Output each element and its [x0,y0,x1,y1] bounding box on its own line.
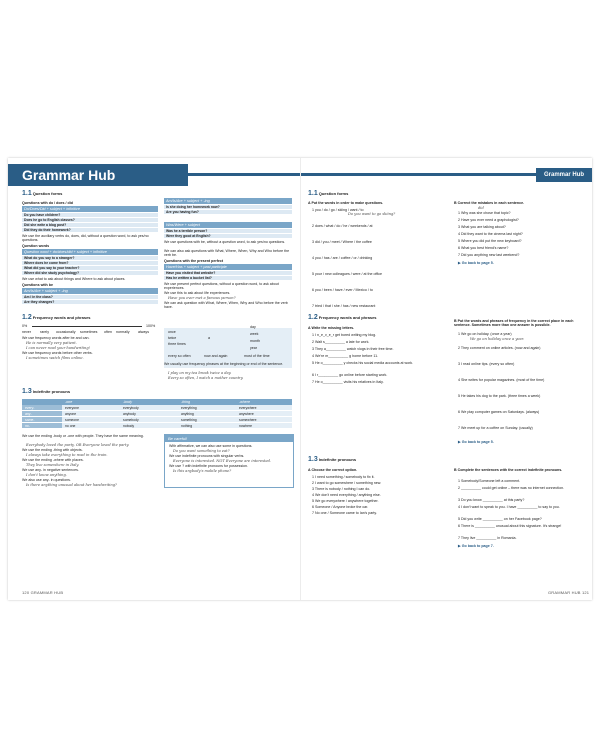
section-number: 1.2 [308,314,318,321]
frequency-word: occasionally [56,330,76,334]
section-number: 1.3 [308,456,318,463]
grammar-note: We use present perfect questions, without a question word, to ask about experiences. [164,282,279,291]
exercise-item: 7 We meet up for a coffee on Sunday. (usually) [458,426,533,430]
exercise-item: 3 I read online tips. (every so often) [458,362,515,366]
grammar-table-row: What do you say to a stranger? [22,256,158,260]
exercise-item: 1 Somebody/Someone left a comment. [458,479,521,483]
exercise-item: 1 I need something / somebody to fix it. [312,475,375,479]
grammar-table-row: Has he written a bucket list? [164,276,292,280]
careful-note: We use ? with indefinite pronouns for possession. [169,464,249,468]
subheading: Question words [22,244,50,248]
grammar-table-row: Is she doing her homework now? [164,205,292,209]
frequency-word: rarely [40,330,49,334]
exercise-item: 3 There is nobody / nothing I can do. [312,487,371,491]
exercise-item: 3 Do you know __________ at this party? [458,498,525,502]
grammar-note: We use this to ask about life experiences. [164,291,231,295]
example-sentence: I can never read your handwriting! [26,346,91,350]
exercise-item: 3 did / you / meet / Where / the coffee [312,240,372,244]
grid-cell: month [250,339,260,343]
table-row-header: no- [22,423,62,429]
subheading: Questions with the present perfect [164,259,224,263]
example-sentence: I don't know anything. [26,473,67,477]
grammar-note: We can also ask questions with What, Where, When, Why and Who before the verb be. [164,249,290,258]
grammar-note: We use the ending -where with places. [22,458,84,462]
table-cell: everything [178,405,236,411]
go-back-link-label: Go back to page 7. [461,544,494,548]
table-row-header: any- [22,411,62,417]
exercise-item: 2 __________ could get online – there was no internet connection. [458,486,565,490]
table-cell: anything [178,411,236,417]
table-cell: someone [62,417,120,423]
section-number: 1.3 [22,388,32,395]
exercise-item: 6 I r__________ go online before starting work. [312,373,388,377]
go-back-link[interactable] [458,440,494,444]
table-cell: no one [62,423,120,429]
exercise-item: 5 Where you did put the new keyboard? [458,239,522,243]
arrow-right-icon: ▶ [458,440,461,444]
subheading: Questions with be [22,283,53,287]
grammar-table-row: Do you have children? [22,213,158,217]
section-number: 1.2 [22,314,32,321]
grammar-table-row: Where does he come from? [22,261,158,265]
arrow-right-icon: ▶ [458,544,461,548]
grid-cell: most of the time [244,354,270,358]
exercise-item: 5 your / new colleagues / were / at the office [312,272,383,276]
exercise-item: 4 She writes for popular magazines. (most of the time) [458,378,545,382]
exercise-item: 7 They live __________ in Romania. [458,536,517,540]
header-rule [301,173,551,176]
example-sentence: I play on my tea break twice a day. [168,371,232,375]
exercise-item: 6 Someone / Anyone broke the car. [312,505,369,509]
exercise-instruction: B Complete the sentences with the correct indefinite pronouns. [454,468,563,472]
exercise-item: 5 We go everywhere / anywhere together. [312,499,379,503]
exercise-item: 2 I want to go somewhere / something new. [312,481,382,485]
example-sentence: They live somewhere in Italy. [26,463,80,467]
section-heading [308,316,377,320]
handwritten-answer: Do you want to go skiing? [348,212,396,216]
grammar-table-row: What did you say to your teacher? [22,266,158,270]
section-title: Frequency words and phrases [318,315,377,320]
section-title: Indefinite pronouns [32,389,71,394]
exercise-item: 7 Did you anything new last weekend? [458,253,520,257]
exercise-item: 6 you / been / have / ever / Mexico / to [312,288,373,292]
example-sentence: Everybody loved the party. OR Everyone loved the party. [26,443,130,447]
exercise-item: 3 What you are talking about? [458,225,506,229]
subheading: Questions with do / does / did [22,201,73,205]
be-careful-box [164,434,294,488]
table-cell: anywhere [236,411,292,417]
section-title: Frequency words and phrases [32,315,91,320]
grammar-note: We can ask question with What, Where, When, Why and Who before the verb have. [164,301,288,310]
example-sentence: Is this anybody's mobile phone? [173,469,232,473]
handwritten-answer: We go on holiday once a year. [470,337,525,341]
page-footer: GRAMMAR HUB 121 [548,590,590,595]
exercise-item: 1 We go on holiday. (once a year) [458,332,512,336]
section-heading [22,316,91,320]
be-careful-heading: Be careful! [165,435,293,442]
frequency-word: always [138,330,149,334]
header-rule [188,173,300,176]
go-back-link[interactable] [458,544,494,548]
table-column-header: -body [120,399,178,405]
careful-note: With affirmative, we can also use some in questions. [169,444,253,448]
exercise-item: 1 Why was she chose that topic? [458,211,511,215]
grid-cell: three times [168,342,186,346]
frequency-word: often [104,330,112,334]
exercise-instruction: A Choose the correct option. [308,468,358,472]
scale-max: 100% [146,324,156,328]
table-row-header: every- [22,405,62,411]
exercise-instruction: A Write the missing letters. [308,326,355,330]
table-cell: somewhere [236,417,292,423]
page-footer: 120 GRAMMAR HUB [22,590,64,595]
grid-cell: every so often [168,354,191,358]
table-cell: everybody [120,405,178,411]
section-heading [308,458,356,462]
grammar-note: We use frequency words after be and can. [22,336,90,340]
grammar-note: We use questions with be, without a question word, to ask yes/no questions. [164,240,286,244]
go-back-link-label: Go back to page 5. [461,261,494,265]
exercise-item: 4 We're m__________ g home before 11. [312,354,379,358]
grammar-table-row: Does he go to English classes? [22,218,158,222]
grid-cell: a [208,336,210,340]
exercise-item: 7 He o__________ visits his relatives in Italy. [312,380,384,384]
go-back-link[interactable] [458,261,494,265]
frequency-word: never [22,330,31,334]
exercise-item: 4 Did they want to the cinema last night? [458,232,523,236]
table-cell: nowhere [236,423,292,429]
header-tab: Grammar Hub [536,168,592,182]
grammar-table-row: Am I in the class? [22,295,158,299]
grammar-note: We use the ending -thing with objects. [22,448,83,452]
go-back-link-label: Go back to page 5. [461,440,494,444]
table-cell: nothing [178,423,236,429]
scale-min: 0% [22,324,28,328]
exercise-item: 1 I n_e_v_e_r get bored writing my blog. [312,333,377,337]
example-sentence: I always take everything to read in the train. [26,453,108,457]
grammar-note: We use what to ask about things and Where to ask about places. [22,277,126,281]
arrow-right-icon: ▶ [458,261,461,265]
example-sentence: Everyone is interested. NOT Everyone are interested. [173,459,272,463]
table-cell: something [178,417,236,423]
grammar-table-row: Have you visited that website? [164,271,292,275]
example-sentence: Every so often, I watch a mother country. [168,376,244,380]
grammar-table-row: Are you having fun? [164,210,292,214]
exercise-item: 5 Did you write __________ on her Facebook page? [458,517,542,521]
example-sentence: He is normally very patient. [26,341,77,345]
exercise-item: 6 We play computer games on Saturdays. (always) [458,410,540,414]
table-row-header: some- [22,417,62,423]
section-heading [22,192,62,196]
grammar-note: We use the ending -body or -one with people. They have the same meaning. [22,434,144,438]
exercise-item: 2 They comment on online articles. (now and again) [458,346,541,350]
grammar-table-header: Was/Were + subject [164,222,292,228]
grammar-table-header: Am/Is/Are + subject + -ing [22,288,158,294]
section-title: Question forms [32,191,63,196]
exercise-instruction: B Put the words and phrases of frequency in the correct place in each sentence. Sometimes more than one answer is possible. [454,319,574,328]
exercise-instruction: B Correct the mistakes in each sentence. [454,201,525,205]
table-cell: anyone [62,411,120,417]
exercise-item: 6 There is __________ unusual about this signature. It's strange! [458,524,562,528]
exercise-item: 4 I don't want to speak to you. I have __________ to say to you. [458,505,560,509]
table-column-header: -thing [178,399,236,405]
exercise-item: 2 Have you ever need a graphologist? [458,218,519,222]
page-gutter [300,158,301,600]
grammar-table-header: Am/Is/Are + subject + -ing [164,198,292,204]
grammar-table-row: Was he a terrible person? [164,229,292,233]
textbook-spread [8,158,592,600]
grammar-table-row: Were they good at English? [164,234,292,238]
grid-cell: twice [168,336,177,340]
table-cell: nobody [120,423,178,429]
page-title: Grammar Hub [8,164,188,186]
section-heading [308,192,348,196]
example-sentence: I sometimes watch films online. [26,356,84,360]
grammar-table-row: Did they do their homework? [22,228,158,232]
exercise-item: 5 He o__________ y checks his social media accounts at work. [312,361,414,365]
exercise-item: 4 We don't need everything / anything else. [312,493,381,497]
table-cell: everyone [62,405,120,411]
grammar-table-header: Have/Has + subject + past participle [164,264,292,270]
grid-cell: year [250,346,257,350]
exercise-instruction: A Put the words in order to make questions. [308,201,384,205]
grid-cell: day [250,325,256,329]
example-sentence: Have you ever met a famous person? [168,296,236,300]
grammar-note: We usually use frequency phrases at the beginning or end of the sentence. [164,362,284,366]
grammar-table-header: Do/Does/Did + subject + infinitive [22,206,158,212]
grammar-note: We also use any- in questions. [22,478,71,482]
exercise-item: 2 Walt s__________ a late for work. [312,340,370,344]
grammar-table-row: Where did she study psychology? [22,271,158,275]
grid-cell: now and again [204,354,228,358]
grid-cell: week [250,332,259,336]
exercise-item: 7 No one / Someone came to Ian's party. [312,511,377,515]
table-cell: somebody [120,417,178,423]
handwritten-answer: did [478,206,484,210]
table-cell: everywhere [236,405,292,411]
example-sentence: Is there anything unusual about her handwriting? [26,483,117,487]
grammar-note: We use frequency words before other verbs. [22,351,93,355]
grammar-note: We use any- in negative sentences. [22,468,79,472]
section-title: Indefinite pronouns [318,457,357,462]
example-sentence: Do you want something to eat? [173,449,230,453]
section-title: Question forms [318,191,349,196]
grid-cell: once [168,330,176,334]
exercise-item: 3 They a__________ watch vlogs in their free time. [312,347,394,351]
table-column-header: -where [236,399,292,405]
careful-note: We use indefinite pronouns with singular verbs. [169,454,245,458]
table-cell: anybody [120,411,178,417]
section-number: 1.1 [22,190,32,197]
exercise-item: 7 tried / that / she / has / new restaurant [312,304,376,308]
grammar-table-header: Question word + do/does/did + subject + infinitive [22,249,158,255]
frequency-word: normally [116,330,130,334]
exercise-item: 5 He takes his dog to the park. (three times a week) [458,394,541,398]
exercise-item: 2 does / what / do / he / weekends / at [312,224,373,228]
exercise-item: 1 you / do / go / skiing / want / to [312,208,364,212]
frequency-word: sometimes [80,330,98,334]
exercise-item: 4 you / has / are / coffee / or / drinking [312,256,373,260]
grammar-table-row: Are they changes? [22,300,158,304]
section-heading [22,390,70,394]
grammar-note: We use the auxiliary verbs do, does, did, without a question word, to ask yes/no questions. [22,234,149,243]
grammar-table-row: Did she write a blog post? [22,223,158,227]
section-number: 1.1 [308,190,318,197]
exercise-item: 6 What you best friend's name? [458,246,509,250]
table-column-header: -one [62,399,120,405]
frequency-scale-line [32,326,142,327]
